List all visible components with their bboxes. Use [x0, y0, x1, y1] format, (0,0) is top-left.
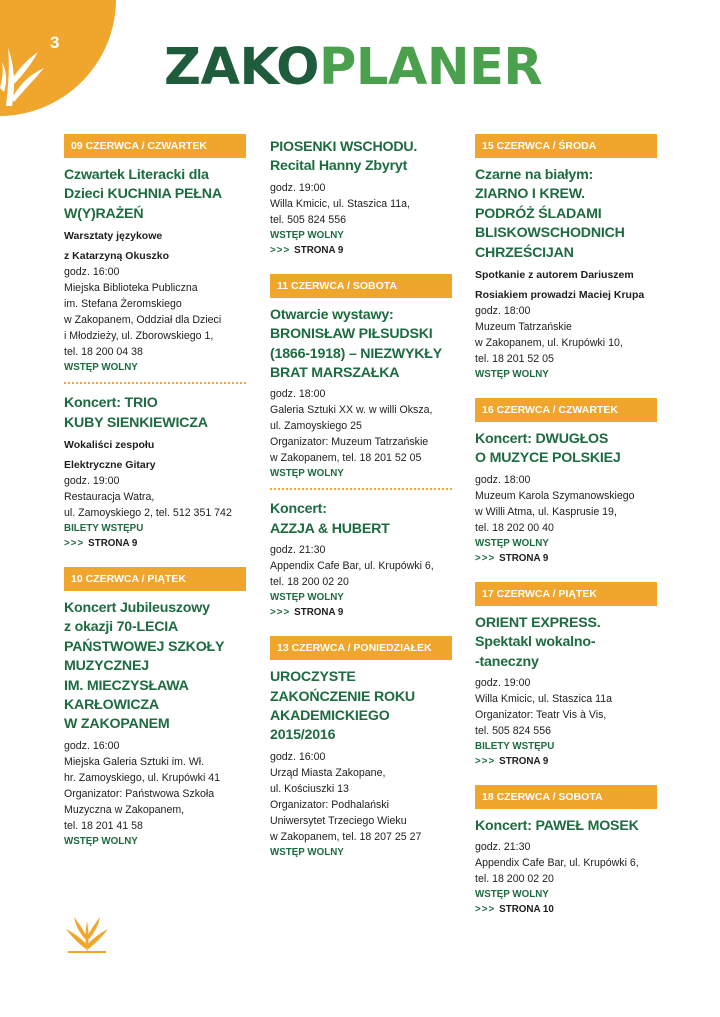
- event-item: [64, 394, 248, 551]
- event-details: [270, 749, 454, 845]
- event-detail-line: Willa Kmicic, ul. Staszica 11a: [475, 693, 612, 706]
- page-reference-label: STRONA 9: [294, 607, 344, 619]
- event-item: [64, 599, 248, 849]
- event-title: Recital Hanny Zbyryt: [270, 158, 408, 175]
- event-detail-line: ul. Zamoyskiego 25: [270, 420, 362, 433]
- event-detail-line: Willa Kmicic, ul. Staszica 11a,: [270, 197, 410, 210]
- event-title: Otwarcie wystawy:: [270, 306, 394, 323]
- event-detail-line: Miejska Biblioteka Publiczna: [64, 282, 198, 295]
- column-1: [64, 134, 248, 849]
- event-detail-line: Muzeum Tatrzańskie: [475, 321, 572, 334]
- event-detail-line: Appendix Cafe Bar, ul. Krupówki 6,: [270, 560, 434, 573]
- event-details: [475, 303, 659, 367]
- event-detail-line: w Zakopanem, tel. 18 201 52 05: [270, 452, 422, 465]
- event-detail-line: tel. 18 200 04 38: [64, 346, 143, 359]
- event-title: MUZYCZNEJ: [64, 658, 149, 675]
- event-title: Koncert: DWUGŁOS: [475, 431, 609, 448]
- event-detail-line: tel. 505 824 556: [270, 213, 346, 226]
- event-detail-line: im. Stefana Żeromskiego: [64, 298, 182, 311]
- page-reference: [475, 902, 659, 917]
- wheat-leaf-icon: [0, 28, 56, 108]
- event-detail-line: godz. 18:00: [475, 305, 531, 318]
- page-reference: [475, 754, 659, 769]
- event-title: PODRÓŻ ŚLADAMI: [475, 205, 602, 222]
- event-title: z okazji 70-LECIA: [64, 619, 179, 636]
- event-title: ZAKOŃCZENIE ROKU: [270, 688, 415, 705]
- zakoplaner-logo: [164, 38, 543, 97]
- event-title: AKADEMICKIEGO: [270, 708, 390, 725]
- event-title: Koncert: PAWEŁ MOSEK: [475, 818, 639, 835]
- page-reference: [64, 536, 248, 551]
- event-item: [64, 166, 248, 375]
- event-detail-line: ul. Zamoyskiego 2, tel. 512 351 742: [64, 507, 232, 520]
- event-details: [64, 264, 248, 360]
- event-detail-line: Uniwersytet Trzeciego Wieku: [270, 814, 407, 827]
- arrow-icon: >>>: [475, 756, 496, 768]
- event-detail-line: godz. 16:00: [270, 750, 326, 763]
- event-title: KUBY SIENKIEWICZA: [64, 414, 208, 431]
- admission-tag: WSTĘP WOLNY: [64, 835, 138, 847]
- event-title: -taneczny: [475, 653, 539, 670]
- event-title: BRAT MARSZAŁKA: [270, 365, 400, 382]
- event-detail-line: hr. Zamoyskiego, ul. Krupówki 41: [64, 771, 221, 784]
- arrow-icon: >>>: [475, 552, 496, 564]
- event-title: BRONISŁAW PIŁSUDSKI: [270, 326, 433, 343]
- event-detail-line: Galeria Sztuki XX w. w willi Oksza,: [270, 404, 433, 417]
- event-detail-line: Organizator: Państwowa Szkoła: [64, 787, 215, 800]
- page-reference-label: STRONA 9: [499, 756, 549, 768]
- arrow-icon: >>>: [270, 607, 291, 619]
- arrow-icon: >>>: [64, 538, 85, 550]
- admission-tag: WSTĘP WOLNY: [475, 889, 549, 901]
- page-reference-label: STRONA 9: [88, 538, 138, 550]
- arrow-icon: >>>: [475, 904, 496, 916]
- event-detail-line: w Zakopanem, Oddział dla Dzieci: [64, 314, 222, 327]
- event-detail-line: tel. 505 824 556: [475, 725, 551, 738]
- event-details: [475, 839, 659, 887]
- dotted-separator: [64, 382, 246, 384]
- logo-part-planer: PLANER: [319, 38, 543, 97]
- event-title: PAŃSTWOWEJ SZKOŁY: [64, 638, 225, 655]
- event-detail-line: godz. 18:00: [270, 388, 326, 401]
- date-header: 10 CZERWCA / PIĄTEK: [64, 567, 246, 591]
- event-subtitle: Elektryczne Gitary: [64, 459, 156, 472]
- event-title: PIOSENKI WSCHODU.: [270, 139, 418, 155]
- event-detail-line: Appendix Cafe Bar, ul. Krupówki 6,: [475, 857, 639, 870]
- event-details: [270, 386, 454, 466]
- page-reference: [270, 605, 454, 620]
- event-detail-line: Organizator: Podhalański: [270, 798, 389, 811]
- date-header: 13 CZERWCA / PONIEDZIAŁEK: [270, 636, 452, 660]
- event-details: [475, 472, 659, 536]
- admission-tag: WSTĘP WOLNY: [270, 592, 344, 604]
- admission-tag: BILETY WSTĘPU: [64, 523, 144, 535]
- event-title: Koncert: TRIO: [64, 395, 158, 412]
- event-detail-line: w Willi Atma, ul. Kasprusie 19,: [475, 505, 617, 518]
- event-subtitle: Rosiakiem prowadzi Maciej Krupa: [475, 289, 645, 302]
- event-subtitle: Warsztaty językowe: [64, 230, 163, 243]
- event-detail-line: godz. 19:00: [64, 475, 120, 488]
- admission-tag: WSTĘP WOLNY: [270, 229, 344, 241]
- event-details: [270, 542, 454, 590]
- event-detail-line: Urząd Miasta Zakopane,: [270, 766, 386, 779]
- event-title: AZZJA & HUBERT: [270, 520, 390, 537]
- page-reference: [270, 243, 454, 258]
- admission-tag: WSTĘP WOLNY: [475, 369, 549, 381]
- event-detail-line: w Zakopanem, tel. 18 207 25 27: [270, 830, 422, 843]
- page-number: 3: [50, 33, 60, 52]
- event-item: [270, 306, 454, 482]
- event-detail-line: tel. 18 201 41 58: [64, 819, 143, 832]
- event-details: [475, 675, 659, 739]
- event-detail-line: tel. 18 200 02 20: [475, 873, 554, 886]
- event-detail-line: godz. 16:00: [64, 739, 120, 752]
- event-title: (1866-1918) – NIEZWYKŁY: [270, 345, 443, 362]
- event-detail-line: tel. 18 201 52 05: [475, 353, 554, 366]
- event-title: Koncert:: [270, 501, 327, 518]
- date-header: 18 CZERWCA / SOBOTA: [475, 785, 657, 809]
- event-detail-line: Miejska Galeria Sztuki im. Wł.: [64, 755, 205, 768]
- event-title: Spektakl wokalno-: [475, 634, 596, 651]
- event-title: CHRZEŚCIJAN: [475, 244, 574, 261]
- event-title: ZIARNO I KREW.: [475, 186, 585, 203]
- admission-tag: WSTĘP WOLNY: [475, 537, 549, 549]
- event-detail-line: tel. 18 200 02 20: [270, 576, 349, 589]
- event-title: BLISKOWSCHODNICH: [475, 225, 625, 242]
- event-details: [64, 473, 248, 521]
- event-detail-line: Muzeum Karola Szymanowskiego: [475, 489, 635, 502]
- admission-tag: WSTĘP WOLNY: [270, 468, 344, 480]
- event-title: 2015/2016: [270, 727, 336, 744]
- dotted-separator: [270, 488, 452, 490]
- column-3: [475, 134, 659, 917]
- date-header: 15 CZERWCA / ŚRODA: [475, 134, 657, 158]
- event-item: [270, 500, 454, 620]
- event-item: [270, 668, 454, 860]
- event-detail-line: Organizator: Muzeum Tatrzańskie: [270, 436, 429, 449]
- event-item: [270, 138, 454, 258]
- event-item: [475, 166, 659, 382]
- event-detail-line: i Młodzieży, ul. Zborowskiego 1,: [64, 330, 214, 343]
- event-title: IM. MIECZYSŁAWA: [64, 677, 189, 694]
- event-title: KARŁOWICZA: [64, 697, 159, 714]
- event-subtitle: Spotkanie z autorem Dariuszem: [475, 269, 634, 282]
- event-detail-line: Muzyczna w Zakopanem,: [64, 803, 185, 816]
- wheat-leaf-icon: [64, 905, 110, 955]
- event-details: [270, 180, 454, 228]
- event-subtitle: z Katarzyną Okuszko: [64, 250, 170, 263]
- event-detail-line: godz. 16:00: [64, 266, 120, 279]
- event-detail-line: godz. 18:00: [475, 473, 531, 486]
- event-detail-line: ul. Kościuszki 13: [270, 782, 349, 795]
- page-reference-label: STRONA 9: [294, 244, 344, 256]
- date-header: 16 CZERWCA / CZWARTEK: [475, 398, 657, 422]
- page-reference-label: STRONA 9: [499, 552, 549, 564]
- event-details: [64, 738, 248, 834]
- event-detail-line: Restauracja Watra,: [64, 491, 155, 504]
- event-detail-line: godz. 21:30: [475, 841, 531, 854]
- event-detail-line: w Zakopanem, ul. Krupówki 10,: [475, 337, 623, 350]
- corner-decoration: [0, 0, 116, 116]
- date-header: 17 CZERWCA / PIĄTEK: [475, 582, 657, 606]
- event-title: W ZAKOPANEM: [64, 716, 170, 733]
- event-detail-line: tel. 18 202 00 40: [475, 521, 554, 534]
- event-title: ORIENT EXPRESS.: [475, 614, 601, 631]
- event-subtitle: Wokaliści zespołu: [64, 439, 155, 452]
- event-title: UROCZYSTE: [270, 669, 356, 686]
- event-title: O MUZYCE POLSKIEJ: [475, 450, 621, 467]
- event-title: Koncert Jubileuszowy: [64, 600, 210, 617]
- date-header: 11 CZERWCA / SOBOTA: [270, 274, 452, 298]
- event-detail-line: godz. 19:00: [270, 181, 326, 194]
- event-detail-line: Organizator: Teatr Vis à Vis,: [475, 709, 607, 722]
- arrow-icon: >>>: [270, 244, 291, 256]
- event-detail-line: godz. 21:30: [270, 544, 326, 557]
- date-header: 09 CZERWCA / CZWARTEK: [64, 134, 246, 158]
- admission-tag: WSTĘP WOLNY: [270, 846, 344, 858]
- event-item: [475, 817, 659, 917]
- event-item: [475, 614, 659, 769]
- page-reference: [475, 551, 659, 566]
- event-title: Dzieci KUCHNIA PEŁNA: [64, 186, 222, 203]
- admission-tag: BILETY WSTĘPU: [475, 741, 555, 753]
- logo-part-zako: ZAKO: [164, 38, 320, 97]
- page-reference-label: STRONA 10: [499, 904, 554, 916]
- event-item: [475, 430, 659, 566]
- event-title: Czarne na białym:: [475, 167, 594, 183]
- event-detail-line: godz. 19:00: [475, 677, 531, 690]
- event-title: Czwartek Literacki dla: [64, 167, 209, 183]
- admission-tag: WSTĘP WOLNY: [64, 362, 138, 374]
- column-2: [270, 134, 454, 860]
- event-title: W(Y)RAŻEŃ: [64, 205, 144, 222]
